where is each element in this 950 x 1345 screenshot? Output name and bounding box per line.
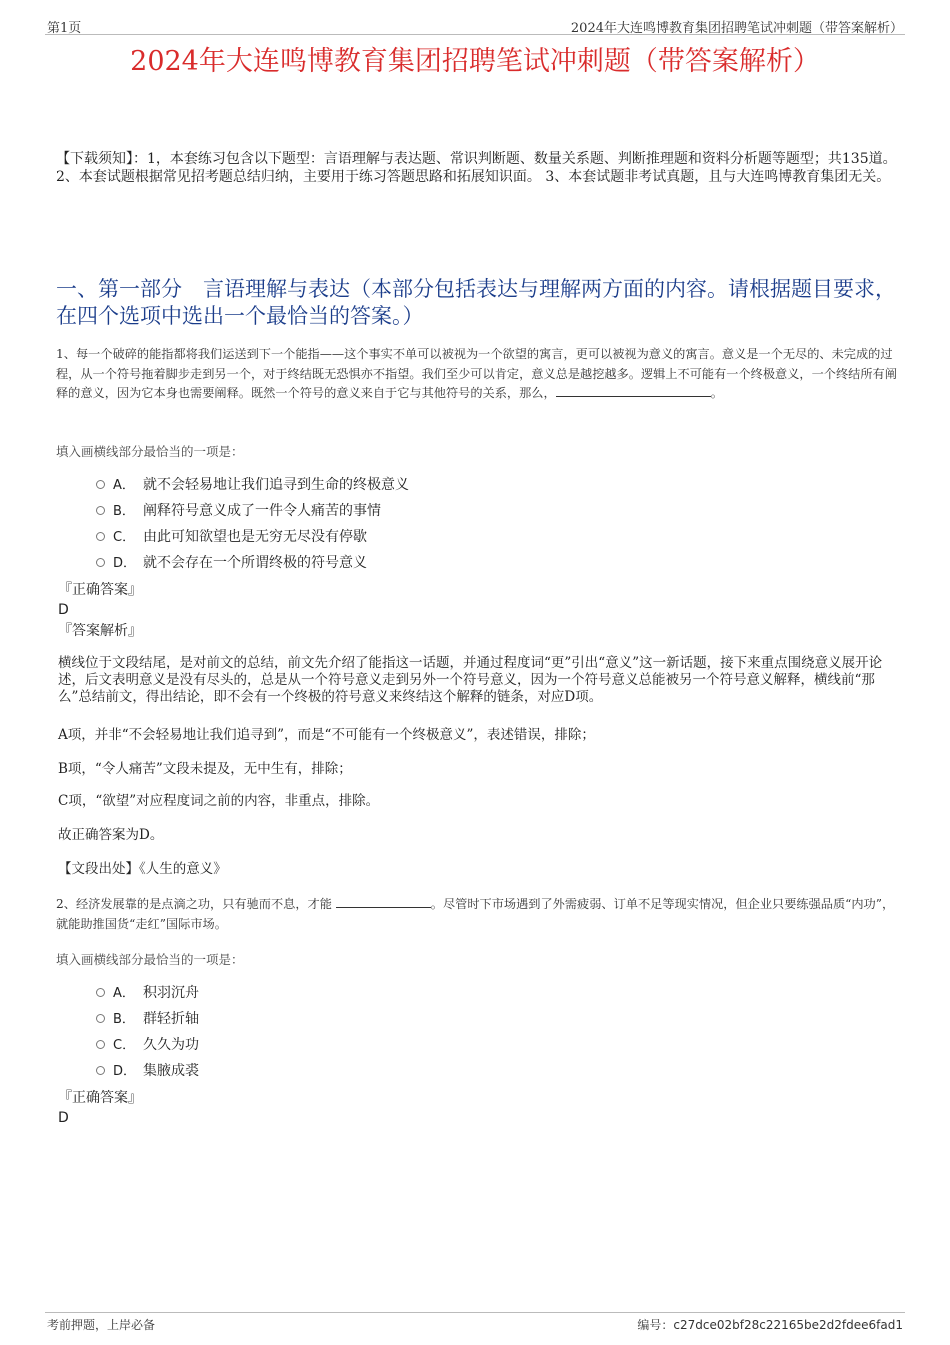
radio-icon[interactable] — [96, 988, 105, 997]
analysis-option-a: A项，并非“不会轻易地让我们追寻到”，而是“不可能有一个终极意义”，表述错误，排除； — [58, 727, 595, 743]
page-number: 第1页 — [47, 21, 82, 36]
analysis-conclusion: 故正确答案为D。 — [58, 827, 164, 843]
question-1-body: 1、每一个破碎的能指都将我们运送到下一个能指——这个事实不单可以被视为一个欲望的寓言，更可以被视为意义的寓言。意义是一个无尽的、未完成的过程，从一个符号拖着脚步走到另一个，对于终结既无恐惧亦不指望。我们至少可以肯定，意义总是越挖越多。逻辑上不可能有一个终极意义，一个终结所有阐释的意义，因为它本身也需要阐释。既然一个符号的意义来自于它与其他符号的关系，那么， — [56, 347, 897, 400]
option-b[interactable]: B． 群轻折轴 — [96, 1006, 696, 1032]
radio-icon[interactable] — [96, 480, 105, 489]
option-c[interactable]: C． 久久为功 — [96, 1032, 696, 1058]
answer-blank — [336, 895, 431, 908]
page-footer — [45, 1312, 905, 1333]
answer-label: 『正确答案』 — [58, 582, 142, 598]
analysis-label: 『答案解析』 — [58, 623, 142, 639]
radio-icon[interactable] — [96, 1066, 105, 1075]
radio-icon[interactable] — [96, 506, 105, 515]
question-2-prompt: 填入画横线部分最恰当的一项是： — [56, 952, 244, 967]
answer-label: 『正确答案』 — [58, 1090, 142, 1106]
option-a[interactable]: A． 就不会轻易地让我们追寻到生命的终极意义 — [96, 472, 696, 498]
option-b[interactable]: B． 阐释符号意义成了一件令人痛苦的事情 — [96, 498, 696, 524]
correct-answer: D — [58, 1110, 69, 1126]
download-notice: 【下载须知】：1，本套练习包含以下题型：言语理解与表达题、常识判断题、数量关系题、判断推理题和资料分析题等题型；共135道。 2、本套试题根据常见招考题总结归纳，主要用于练习答题思路和拓展知识面。 3、本套试题非考试真题，且与大连鸣博教育集团无关。 — [56, 151, 897, 185]
radio-icon[interactable] — [96, 532, 105, 541]
code-label: 编号： — [637, 1318, 674, 1332]
question-1-options — [96, 472, 696, 576]
question-1-end: 。 — [710, 386, 723, 400]
document-title: 2024年大连鸣博教育集团招聘笔试冲刺题（带答案解析） — [130, 46, 820, 77]
question-1-text — [56, 345, 898, 404]
correct-answer: D — [58, 602, 69, 618]
analysis-paragraph: 横线位于文段结尾，是对前文的总结，前文先介绍了能指这一话题，并通过程度词“更”引出“意义”这一新话题，接下来重点围绕意义展开论述，后文表明意义是没有尽头的，总是从一个符号意义走到另外一个符号意义，因为一个符号意义总能被另一个符号意义解释，横线前“那么”总结前文，得出结论，即不会有一个终极的符号意义来终结这个解释的链条，对应D项。 — [58, 655, 883, 705]
code-value: c27dce02bf28c22165be2d2fdee6fad1 — [673, 1318, 903, 1332]
radio-icon[interactable] — [96, 1040, 105, 1049]
question-1-prompt: 填入画横线部分最恰当的一项是： — [56, 444, 244, 459]
option-c[interactable]: C． 由此可知欲望也是无穷无尽没有停歇 — [96, 524, 696, 550]
radio-icon[interactable] — [96, 558, 105, 567]
passage-source: 【文段出处】《人生的意义》 — [58, 861, 227, 877]
section-heading: 一、第一部分 言语理解与表达（本部分包括表达与理解两方面的内容。请根据题目要求，在四个选项中选出一个最恰当的答案。） — [56, 277, 896, 328]
header-doc-title: 2024年大连鸣博教育集团招聘笔试冲刺题（带答案解析） — [570, 21, 903, 36]
analysis-option-c: C项，“欲望”对应程度词之前的内容，非重点，排除。 — [58, 793, 380, 809]
analysis-option-b: B项，“令人痛苦”文段未提及，无中生有，排除； — [58, 761, 352, 777]
question-2-options — [96, 980, 696, 1084]
question-2-start: 2、经济发展靠的是点滴之功，只有驰而不息，才能 — [56, 897, 332, 911]
document-code — [637, 1316, 903, 1333]
option-a[interactable]: A． 积羽沉舟 — [96, 980, 696, 1006]
footer-slogan: 考前押题，上岸必备 — [47, 1318, 156, 1332]
radio-icon[interactable] — [96, 1014, 105, 1023]
option-d[interactable]: D． 集腋成裘 — [96, 1058, 696, 1084]
page-header — [45, 14, 905, 35]
answer-blank — [556, 384, 711, 397]
question-2-text — [56, 895, 898, 934]
option-d[interactable]: D． 就不会存在一个所谓终极的符号意义 — [96, 550, 696, 576]
question-2-rest: 。尽管时下市场遇到了外需疲弱、订单不足等现实情况，但企业只要练强品质“内功”，就能助推国货“走红”国际市场。 — [56, 897, 895, 931]
